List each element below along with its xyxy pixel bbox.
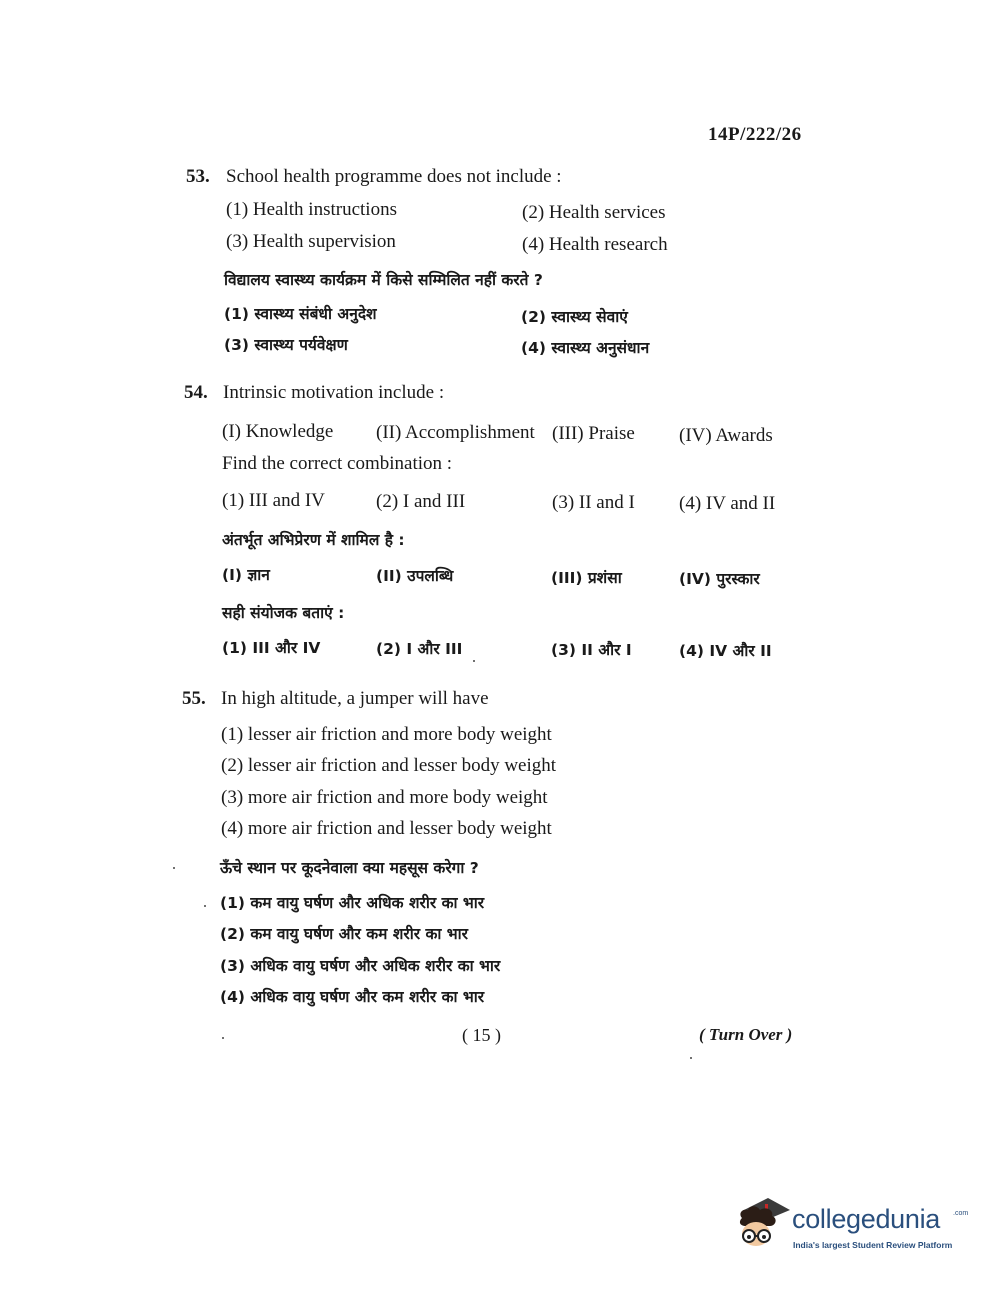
q54-option-1: (1) III and IV — [222, 490, 325, 511]
q54-option-3: (3) II and I — [552, 492, 635, 513]
page-number: ( 15 ) — [462, 1025, 501, 1045]
q55-option-4: (4) more air friction and lesser body weight — [221, 818, 552, 839]
q53-hindi-option-2: (2) स्वास्थ्य सेवाएं — [521, 308, 628, 326]
collegedunia-watermark — [734, 1196, 969, 1262]
q53-option-4: (4) Health research — [522, 234, 668, 255]
watermark-name: collegedunia — [792, 1204, 941, 1234]
q53-hindi-text: विद्यालय स्वास्थ्य कार्यक्रम में किसे सम्मिलित नहीं करते ? — [224, 271, 543, 289]
q54-item-4: (IV) Awards — [679, 425, 773, 446]
question-55-number: 55. — [182, 688, 206, 709]
q55-hindi-option-4: (4) अधिक वायु घर्षण और कम शरीर का भार — [220, 988, 485, 1006]
scan-speck — [173, 867, 175, 869]
q54-option-2: (2) I and III — [376, 491, 466, 512]
scan-speck — [204, 905, 206, 907]
scan-speck — [690, 1057, 692, 1059]
question-53-number: 53. — [186, 166, 210, 187]
q54-item-3: (III) Praise — [552, 423, 635, 444]
q53-option-2: (2) Health services — [522, 202, 666, 223]
q54-option-4: (4) IV and II — [679, 493, 776, 514]
q54-hindi-item-2: (II) उपलब्धि — [376, 567, 454, 585]
q54-find-text: Find the correct combination : — [222, 453, 453, 474]
q55-option-1: (1) lesser air friction and more body weight — [221, 724, 552, 745]
q53-option-3: (3) Health supervision — [226, 231, 396, 252]
q53-hindi-option-1: (1) स्वास्थ्य संबंधी अनुदेश — [224, 305, 377, 323]
q54-hindi-option-2: (2) I और III — [376, 640, 463, 658]
q54-hindi-item-4: (IV) पुरस्कार — [679, 570, 760, 588]
q54-hindi-option-4: (4) IV और II — [679, 642, 772, 660]
q55-option-2: (2) lesser air friction and lesser body weight — [221, 755, 557, 776]
mascot-icon — [734, 1196, 790, 1256]
q54-hindi-item-3: (III) प्रशंसा — [551, 569, 622, 587]
q53-option-1: (1) Health instructions — [226, 199, 397, 220]
q54-hindi-option-1: (1) III और IV — [222, 639, 321, 657]
q54-hindi-option-3: (3) II और I — [551, 641, 632, 659]
question-53-text: School health programme does not include : — [226, 166, 562, 187]
q53-hindi-option-3: (3) स्वास्थ्य पर्यवेक्षण — [224, 336, 348, 354]
q54-hindi-item-1: (I) ज्ञान — [222, 566, 270, 584]
question-55-text: In high altitude, a jumper will have — [221, 688, 489, 709]
watermark-tld: .com — [953, 1210, 969, 1217]
watermark-tagline: India's largest Student Review Platform — [793, 1240, 953, 1250]
q55-hindi-option-3: (3) अधिक वायु घर्षण और अधिक शरीर का भार — [220, 957, 501, 975]
paper-code: 14P/222/26 — [708, 124, 802, 145]
q55-option-3: (3) more air friction and more body weight — [221, 787, 548, 808]
question-54-text: Intrinsic motivation include : — [223, 382, 445, 403]
turn-over-label: ( Turn Over ) — [699, 1025, 793, 1044]
q53-hindi-option-4: (4) स्वास्थ्य अनुसंधान — [521, 339, 650, 357]
scan-speck — [473, 660, 475, 662]
scan-speck — [222, 1037, 224, 1039]
q55-hindi-option-1: (1) कम वायु घर्षण और अधिक शरीर का भार — [220, 894, 485, 912]
q55-hindi-text: ऊँचे स्थान पर कूदनेवाला क्या महसूस करेगा ? — [220, 859, 479, 877]
question-54-number: 54. — [184, 382, 208, 403]
q54-hindi-text: अंतर्भूत अभिप्रेरण में शामिल है : — [222, 531, 405, 549]
q54-item-1: (I) Knowledge — [222, 421, 334, 442]
q54-item-2: (II) Accomplishment — [376, 422, 535, 443]
q55-hindi-option-2: (2) कम वायु घर्षण और कम शरीर का भार — [220, 925, 469, 943]
q54-hindi-find-text: सही संयोजक बताएं : — [222, 604, 345, 622]
